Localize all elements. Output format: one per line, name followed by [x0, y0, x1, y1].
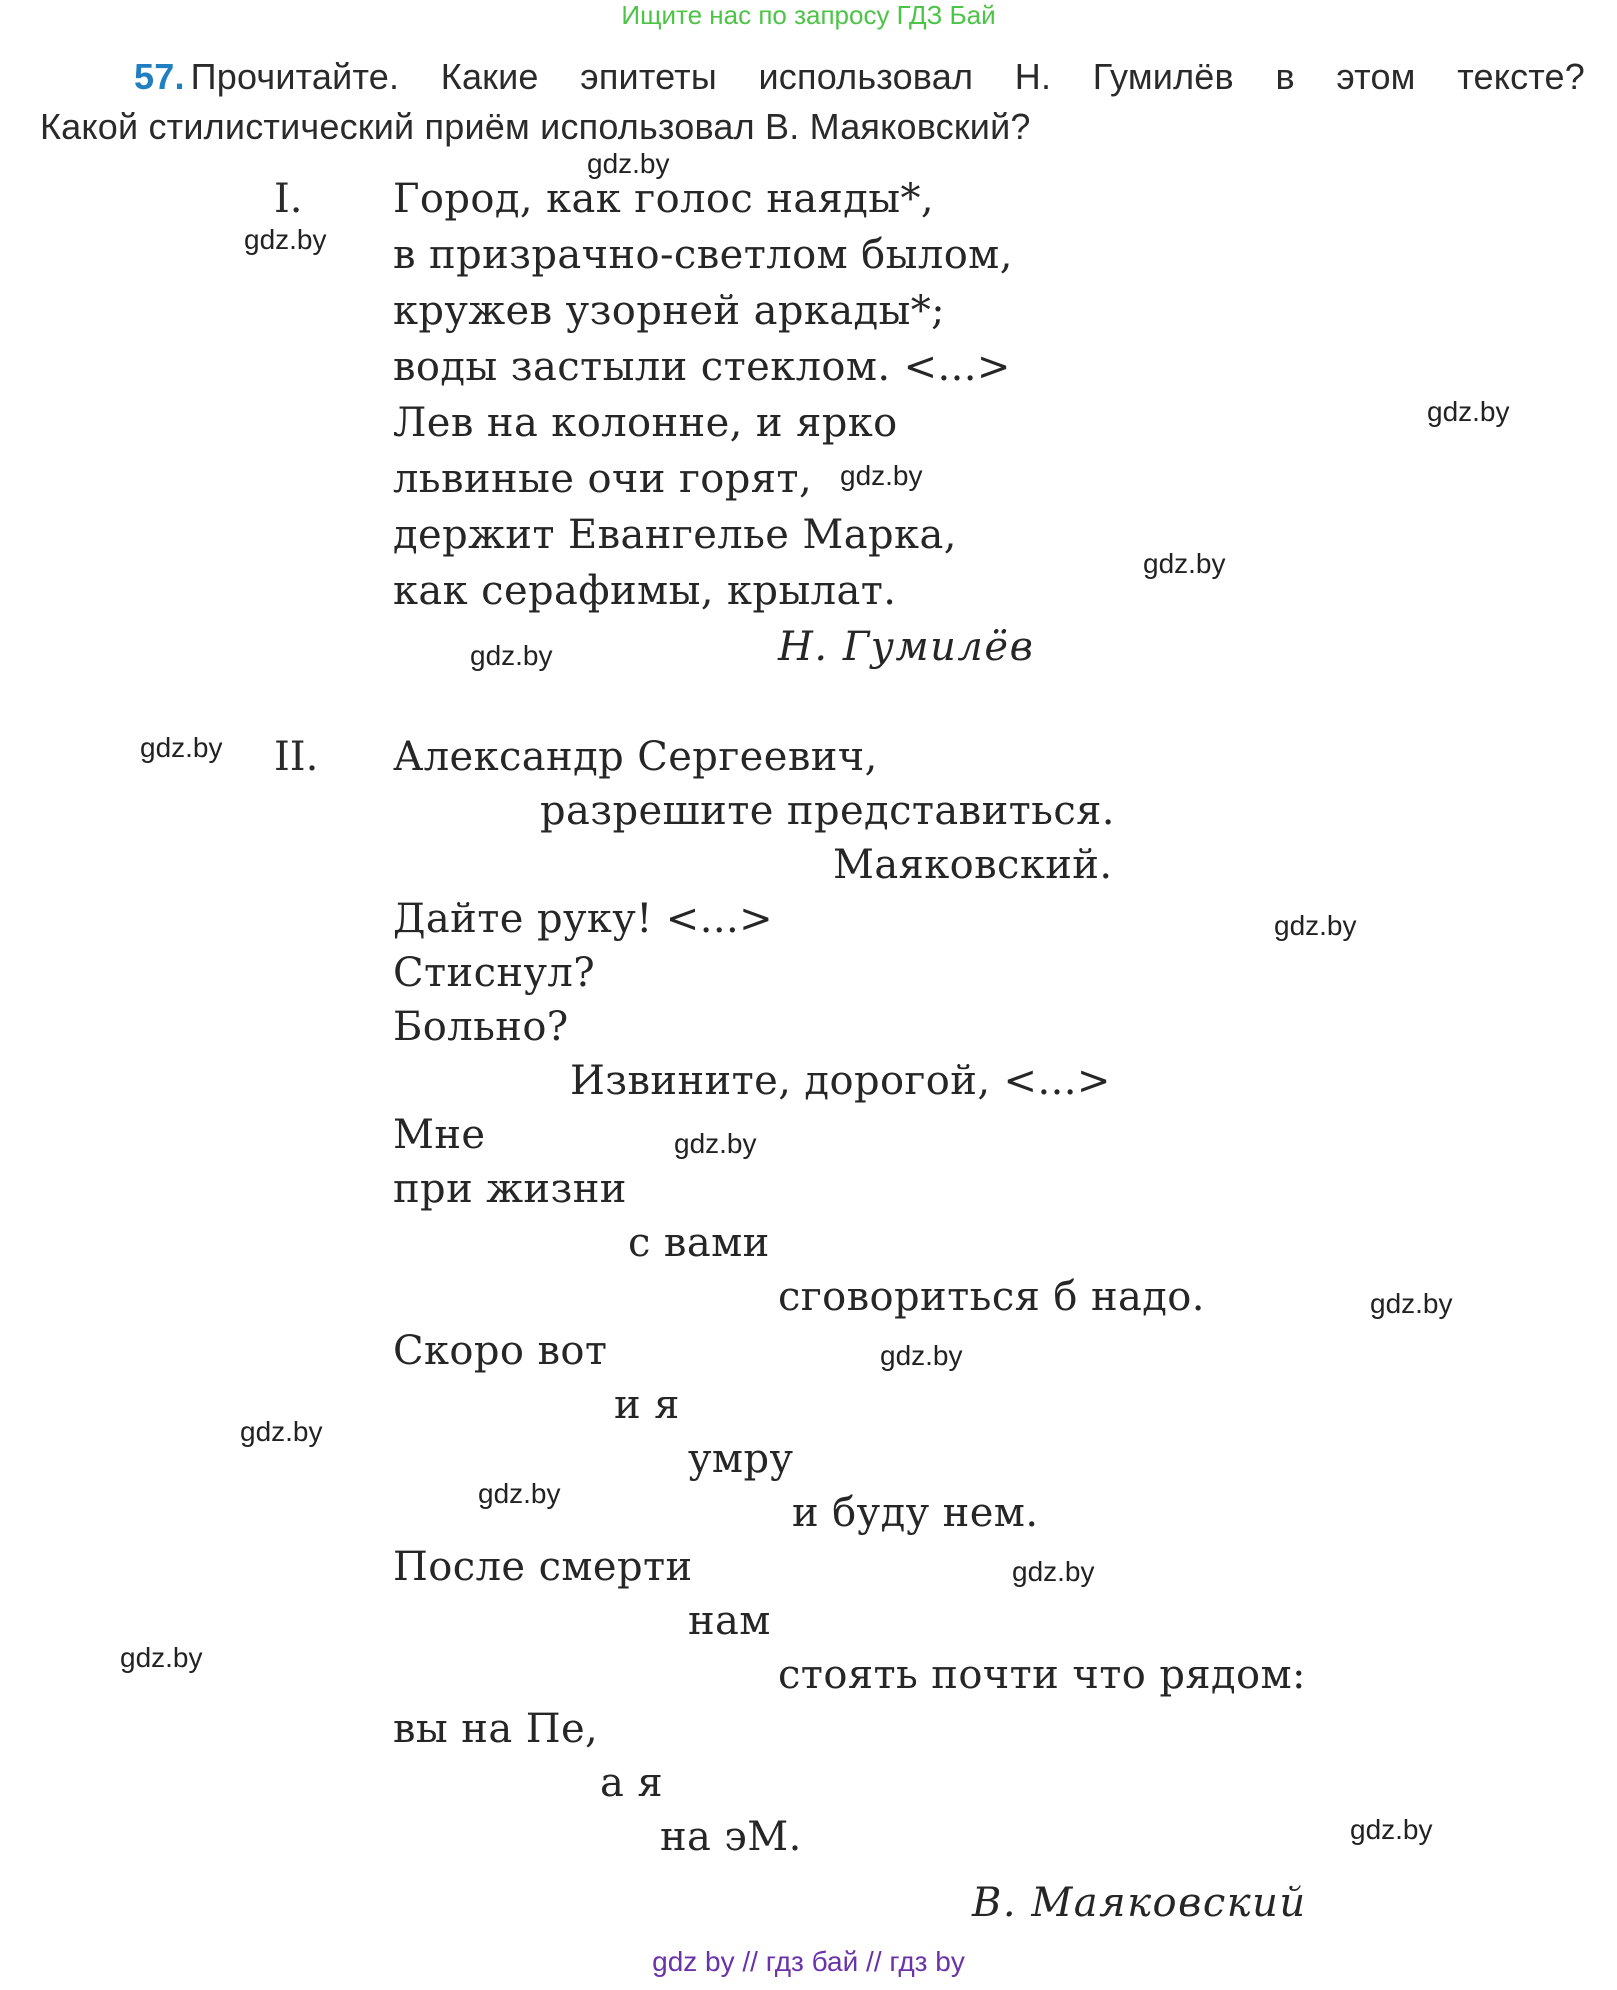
task-block	[40, 52, 1585, 152]
watermark: gdz.by	[1350, 1814, 1433, 1845]
watermark: gdz.by	[1012, 1556, 1095, 1587]
poem-2-line: а я	[600, 1760, 663, 1806]
poem-2-line: Александр Сергеевич,	[393, 734, 878, 780]
task-line-1	[40, 52, 1585, 102]
watermark: gdz.by	[1370, 1288, 1453, 1319]
watermark: gdz.by	[587, 148, 670, 179]
poem-2-line: вы на Пе,	[393, 1706, 599, 1752]
poem-1-line: воды застыли стеклом. <...>	[393, 344, 1011, 390]
poem-2-line: и буду нем.	[792, 1490, 1039, 1536]
watermark: gdz.by	[840, 460, 923, 491]
poem-1-marker: I.	[274, 176, 303, 222]
watermark: gdz.by	[1427, 396, 1510, 427]
poem-1-line: Город, как голос наяды*,	[393, 176, 935, 222]
poem-2-line: Стиснул?	[393, 950, 596, 996]
watermark: gdz.by	[240, 1416, 323, 1447]
poem-2-line: умру	[688, 1436, 794, 1482]
poem-2-line: и я	[614, 1382, 680, 1428]
watermark: gdz.by	[1143, 548, 1226, 579]
task-number: 57.	[134, 56, 185, 97]
poem-2-line: сговориться б надо.	[778, 1274, 1205, 1320]
poem-1-author: Н. Гумилёв	[778, 624, 1035, 670]
top-banner: Ищите нас по запросу ГДЗ Бай	[621, 0, 996, 30]
poem-2-line: стоять почти что рядом:	[778, 1652, 1306, 1698]
poem-1-line: держит Евангелье Марка,	[393, 512, 957, 558]
poem-2-line: Мне	[393, 1112, 486, 1158]
watermark: gdz.by	[140, 732, 223, 763]
watermark: gdz.by	[1274, 910, 1357, 941]
poem-2-line: на эМ.	[660, 1814, 802, 1860]
poem-1-line: как серафимы, крылат.	[393, 568, 897, 614]
poem-2-line: разрешите представиться.	[540, 788, 1115, 834]
poem-2-line: Извините, дорогой, <...>	[570, 1058, 1111, 1104]
poem-1-line: в призрачно-светлом былом,	[393, 232, 1013, 278]
poem-2-line: с вами	[628, 1220, 770, 1266]
task-question-2: Какой стилистический приём использовал В. Маяковский?	[40, 106, 1031, 147]
watermark: gdz.by	[470, 640, 553, 671]
task-question-1: Прочитайте. Какие эпитеты использовал Н. Гумилёв в этом тексте?	[190, 56, 1585, 97]
poem-2-line: Больно?	[393, 1004, 569, 1050]
watermark: gdz.by	[478, 1478, 561, 1509]
watermark: gdz.by	[880, 1340, 963, 1371]
watermark: gdz.by	[674, 1128, 757, 1159]
poem-1-line: львиные очи горят,	[393, 456, 813, 502]
watermark: gdz.by	[244, 224, 327, 255]
poem-2-line: Скоро вот	[393, 1328, 608, 1374]
poem-2-line: при жизни	[393, 1166, 627, 1212]
poem-1-line: кружев узорней аркады*;	[393, 288, 946, 334]
poem-2-line: Дайте руку! <...>	[393, 896, 773, 942]
poem-1-line: Лев на колонне, и ярко	[393, 400, 898, 446]
poem-2-author: В. Маяковский	[972, 1880, 1307, 1926]
watermark: gdz.by	[120, 1642, 203, 1673]
footer-links: gdz by // гдз бай // гдз by	[652, 1946, 965, 1977]
poem-2-line: нам	[688, 1598, 771, 1644]
poem-2-line: После смерти	[393, 1544, 693, 1590]
poem-2-marker: II.	[274, 734, 319, 780]
poem-2-line: Маяковский.	[833, 842, 1113, 888]
